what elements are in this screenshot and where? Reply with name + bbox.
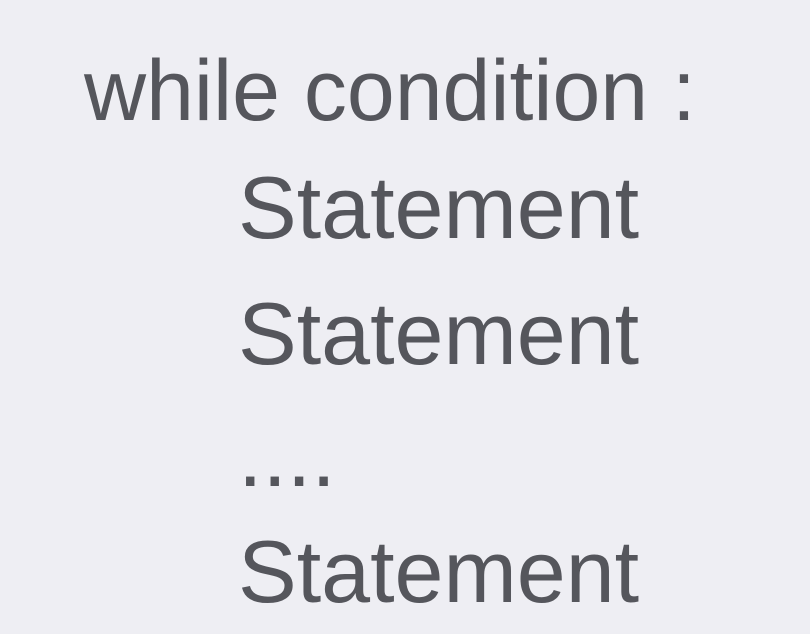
body-statement-line: Statement xyxy=(238,284,640,383)
body-ellipsis-line: .... xyxy=(238,406,336,505)
body-statement-line: Statement xyxy=(238,158,640,257)
while-header-line: while condition : xyxy=(84,43,696,139)
body-statement-line: Statement xyxy=(238,522,640,621)
